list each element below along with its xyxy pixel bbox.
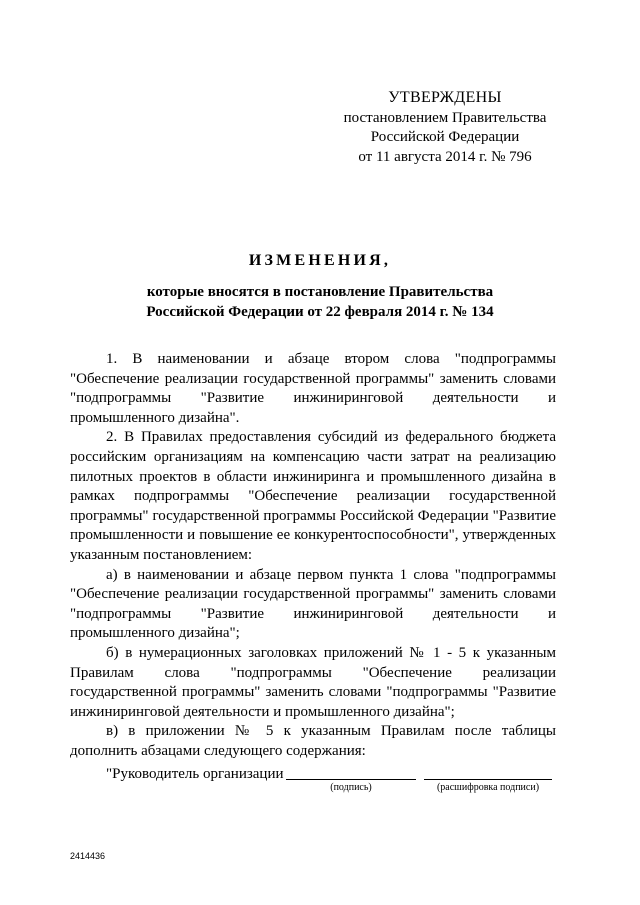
approval-line-3: от 11 августа 2014 г. № 796	[358, 148, 532, 165]
approval-heading: УТВЕРЖДЕНЫ	[388, 89, 502, 106]
signature-caption: (подпись)	[330, 782, 372, 793]
name-caption: (расшифровка подписи)	[436, 782, 540, 793]
paragraph-2a: а) в наименовании и абзаце первом пункта 1 слова "подпрограммы "Обеспечение реализации государственной программы" заменить словами "подпрограммы "Развитие инжиниринговой деятельности и промышленного дизайна";	[70, 566, 556, 642]
paragraph-1: 1. В наименовании и абзаце втором слова "подпрограммы "Обеспечение реализации государственной программы" заменить словами "подпрограммы "Развитие инжиниринговой деятельности и промышленного дизайна".	[70, 351, 556, 426]
signature-line	[286, 779, 416, 780]
approval-block	[330, 88, 560, 167]
approval-line-2: Российской Федерации	[370, 129, 520, 145]
paragraph-2b: б) в нумерационных заголовках приложений № 1 - 5 к указанным Правилам слова "подпрограммы "Обеспечение реализации государственной программы" заменить словами "подпрограммы "Развитие инжиниринговой деятельности и промышленного дизайна";	[70, 644, 556, 720]
document-title: ИЗМЕНЕНИЯ,	[248, 252, 392, 269]
signature-label: "Руководитель организации	[106, 766, 284, 782]
signature-row	[70, 764, 556, 784]
paragraph-2: 2. В Правилах предоставления субсидий из федерального бюджета российским организациям на компенсацию части затрат на реализацию пилотных проектов в области инжиниринга и промышленного дизайна в рамках подпрограммы "Обеспечение реализации государственной программы" государственной программы Российской Федерации "Развитие промышленности и повышение ее конкурентоспособности", утвержденных указанным постановлением:	[70, 429, 556, 563]
subtitle-line-2: Российской Федерации от 22 февраля 2014 г. № 134	[146, 304, 494, 320]
document-body	[70, 350, 556, 761]
paragraph-2c: в) в приложении № 5 к указанным Правилам после таблицы дополнить абзацами следующего содержания:	[70, 723, 556, 759]
document-number: 2414436	[70, 851, 106, 861]
name-line	[424, 779, 552, 780]
document-subtitle	[100, 282, 540, 322]
subtitle-line-1: которые вносятся в постановление Правительства	[146, 284, 494, 300]
approval-line-1: постановлением Правительства	[343, 109, 547, 126]
